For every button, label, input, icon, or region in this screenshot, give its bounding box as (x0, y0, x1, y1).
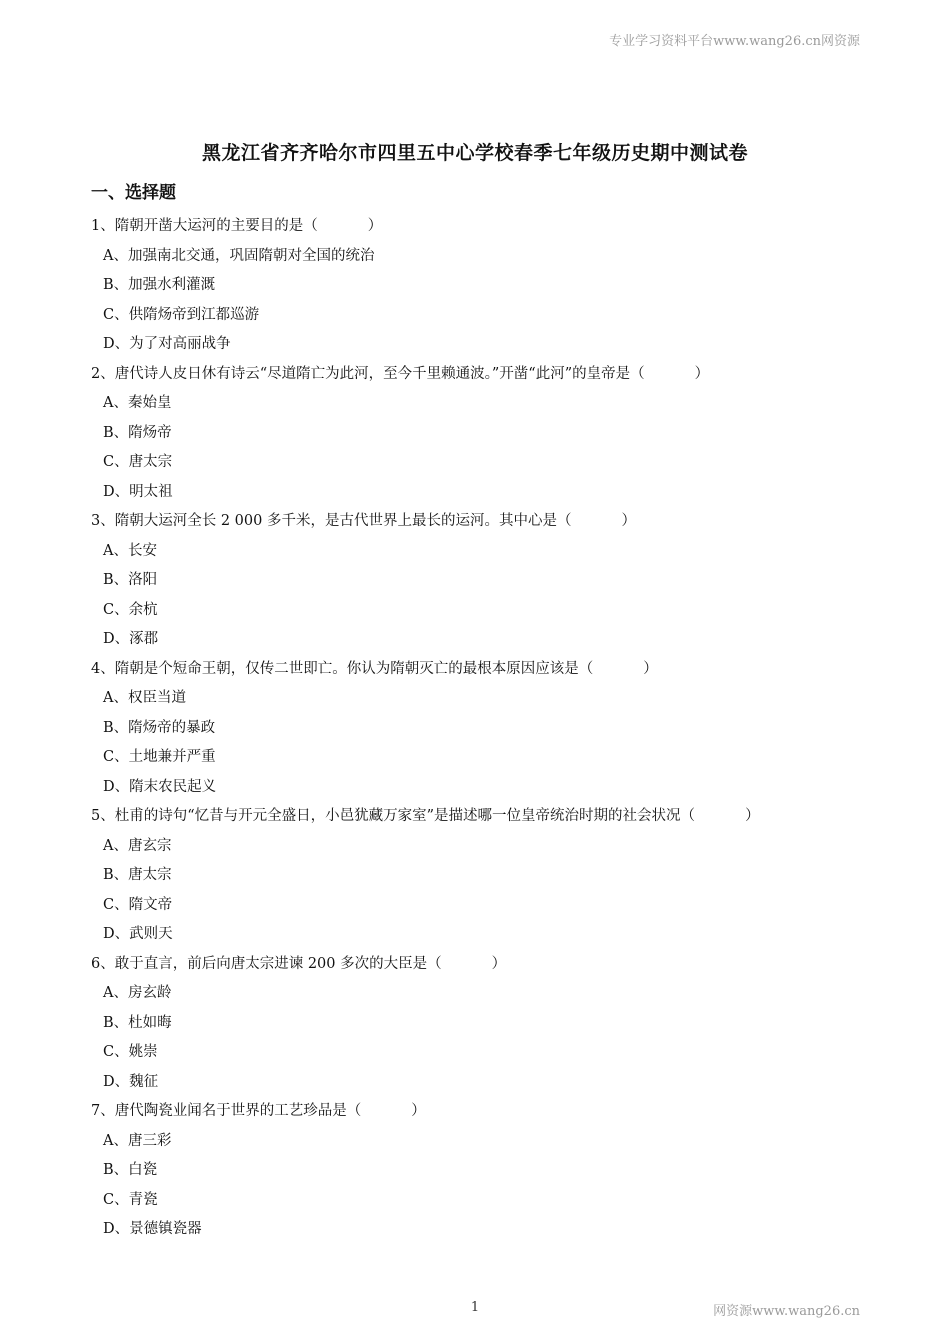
option-a: A、房玄龄 (103, 985, 172, 1001)
option-d: D、景德镇瓷器 (103, 1221, 202, 1237)
header-watermark: 专业学习资料平台www.wang26.cn网资源 (609, 34, 860, 49)
question-list (91, 214, 871, 1247)
page-title: 黑龙江省齐齐哈尔市四里五中心学校春季七年级历史期中测试卷 (201, 142, 748, 164)
option-c: C、隋文帝 (103, 896, 173, 913)
question-stem: 7、唐代陶瓷业闻名于世界的工艺珍品是（ ） (91, 1103, 426, 1119)
option-a: A、长安 (103, 542, 157, 559)
question-stem: 5、杜甫的诗句“忆昔与开元全盛日，小邑犹藏万家室”是描述哪一位皇帝统治时期的社会状况（ ） (91, 808, 760, 824)
option-b: B、唐太宗 (103, 867, 172, 883)
option-a: A、秦始皇 (103, 395, 172, 411)
question-stem: 1、隋朝开凿大运河的主要目的是（ ） (91, 218, 383, 234)
option-a: A、加强南北交通，巩固隋朝对全国的统治 (103, 247, 375, 264)
question-6 (91, 952, 871, 1100)
option-b: B、加强水利灌溉 (103, 277, 216, 293)
question-stem: 6、敢于直言，前后向唐太宗进谏 200 多次的大臣是（ ） (91, 955, 507, 972)
option-d: D、隋末农民起义 (103, 778, 217, 795)
option-c: C、余杭 (103, 601, 158, 618)
option-d: D、涿郡 (103, 631, 159, 647)
option-b: B、杜如晦 (103, 1014, 172, 1031)
option-b: B、隋炀帝的暴政 (103, 719, 216, 736)
question-5 (91, 804, 871, 952)
question-1 (91, 214, 871, 362)
option-a: A、唐玄宗 (103, 837, 172, 854)
question-7 (91, 1099, 871, 1247)
option-d: D、为了对高丽战争 (103, 336, 231, 352)
option-d: D、魏征 (103, 1073, 159, 1090)
option-a: A、权臣当道 (103, 690, 186, 706)
question-4 (91, 657, 871, 805)
question-stem: 3、隋朝大运河全长 2 000 多千米，是古代世界上最长的运河。其中心是（ ） (91, 513, 636, 529)
option-a: A、唐三彩 (103, 1132, 172, 1149)
option-c: C、姚崇 (103, 1044, 158, 1060)
question-2 (91, 362, 871, 510)
option-b: B、隋炀帝 (103, 424, 172, 441)
option-b: B、洛阳 (103, 572, 158, 588)
question-3 (91, 509, 871, 657)
option-c: C、唐太宗 (103, 454, 173, 470)
option-d: D、武则天 (103, 926, 173, 942)
page-number: 1 (470, 1300, 480, 1315)
option-b: B、白瓷 (103, 1162, 158, 1178)
option-c: C、土地兼并严重 (103, 749, 216, 765)
question-stem: 2、唐代诗人皮日休有诗云“尽道隋亡为此河，至今千里赖通波。”开凿“此河”的皇帝是（ ） (91, 365, 710, 382)
footer-watermark: 网资源www.wang26.cn (713, 1304, 860, 1319)
question-stem: 4、隋朝是个短命王朝，仅传二世即亡。你认为隋朝灭亡的最根本原因应该是（ ） (91, 660, 658, 677)
option-d: D、明太祖 (103, 483, 173, 500)
option-c: C、青瓷 (103, 1191, 158, 1208)
option-c: C、供隋炀帝到江都巡游 (103, 306, 260, 323)
section-heading: 一、选择题 (91, 183, 176, 203)
